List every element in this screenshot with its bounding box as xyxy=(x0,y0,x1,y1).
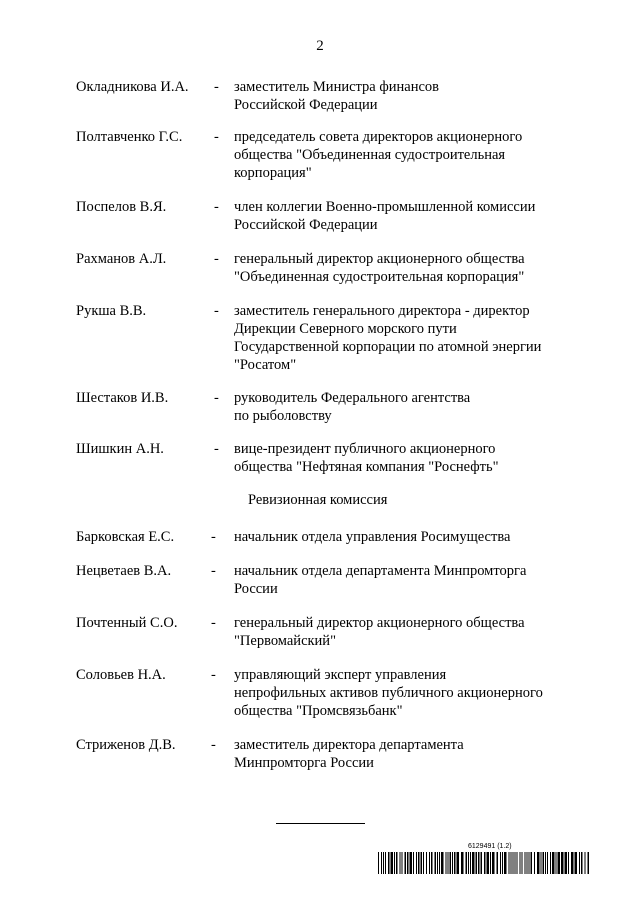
barcode-bar xyxy=(407,852,409,874)
role-line: общества "Нефтяная компания "Роснефть" xyxy=(234,459,499,475)
barcode-bar xyxy=(421,852,423,874)
barcode-bar xyxy=(487,852,490,874)
member-role xyxy=(234,198,584,234)
barcode-bar xyxy=(470,852,471,874)
role-line: "Объединенная судостроительная корпорация" xyxy=(234,269,525,285)
barcode-bar xyxy=(520,852,521,874)
page-number: 2 xyxy=(316,38,324,54)
section-title-audit-commission: Ревизионная комиссия xyxy=(248,492,388,508)
barcode-bar xyxy=(565,852,568,874)
role-line: общества "Объединенная судостроительная xyxy=(234,147,506,163)
barcode-bar xyxy=(561,852,564,874)
barcode-bar xyxy=(484,852,486,874)
role-line: начальник отдела управления Росимущества xyxy=(234,529,511,545)
member-name: Рукша В.В. xyxy=(76,303,147,319)
barcode-bar xyxy=(541,852,542,874)
barcode-bar xyxy=(416,852,417,874)
role-line: России xyxy=(234,581,278,597)
barcode-bar xyxy=(579,852,580,874)
member-role xyxy=(234,562,584,598)
barcode-bar xyxy=(450,852,452,874)
role-line: заместитель генерального директора - директор xyxy=(234,303,530,319)
barcode-bar xyxy=(405,852,407,874)
barcode-bar xyxy=(527,852,528,874)
member-name: Поспелов В.Я. xyxy=(76,199,167,215)
member-dash: - xyxy=(214,441,219,457)
barcode-bar xyxy=(581,852,583,874)
barcode-bar xyxy=(511,852,512,874)
barcode-bar xyxy=(525,852,526,874)
barcode-bar xyxy=(531,852,533,874)
member-dash: - xyxy=(214,129,219,145)
role-line: по рыболовству xyxy=(234,408,332,424)
member-name: Рахманов А.Л. xyxy=(76,251,167,267)
role-line: непрофильных активов публичного акционерного xyxy=(234,685,543,701)
barcode-bar xyxy=(502,852,503,874)
barcode-bar xyxy=(472,852,475,874)
role-line: Минпромторга России xyxy=(234,755,374,771)
member-name: Полтавченко Г.С. xyxy=(76,129,183,145)
role-line: генеральный директор акционерного общества xyxy=(234,615,525,631)
role-line: член коллегии Военно-промышленной комиссии xyxy=(234,199,536,215)
member-name: Окладникова И.А. xyxy=(76,79,189,95)
barcode-bar xyxy=(478,852,480,874)
barcode-bar xyxy=(509,852,510,874)
barcode-bar xyxy=(381,852,382,874)
role-line: "Первомайский" xyxy=(234,633,336,649)
barcode-icon xyxy=(378,852,590,874)
barcode-bar xyxy=(500,852,501,874)
barcode-bar xyxy=(529,852,530,874)
barcode-bar xyxy=(537,852,540,874)
barcode-bar xyxy=(492,852,495,874)
barcode-bar xyxy=(441,852,444,874)
barcode-bar xyxy=(426,852,427,874)
barcode-bar xyxy=(429,852,430,874)
barcode-bar xyxy=(446,852,447,874)
barcode-bar xyxy=(452,852,453,874)
member-dash: - xyxy=(211,563,216,579)
barcode-bar xyxy=(466,852,468,874)
barcode-bar xyxy=(418,852,420,874)
barcode-bar xyxy=(543,852,545,874)
barcode-bar xyxy=(448,852,449,874)
member-role xyxy=(234,528,584,546)
barcode-bar xyxy=(517,852,518,874)
barcode-bar xyxy=(461,852,464,874)
barcode-bar xyxy=(497,852,499,874)
member-role xyxy=(234,302,584,374)
barcode-bar xyxy=(490,852,491,874)
barcode-bar xyxy=(575,852,578,874)
member-dash: - xyxy=(211,529,216,545)
member-name: Шестаков И.В. xyxy=(76,390,169,406)
barcode-bar xyxy=(550,852,551,874)
member-role xyxy=(234,389,584,425)
barcode-bar xyxy=(547,852,548,874)
barcode-bar xyxy=(534,852,535,874)
role-line: заместитель директора департамента xyxy=(234,737,464,753)
barcode-bar xyxy=(515,852,516,874)
footer-divider xyxy=(276,823,365,824)
barcode-bar xyxy=(585,852,586,874)
member-role xyxy=(234,666,584,720)
role-line: руководитель Федерального агентства xyxy=(234,390,471,406)
member-role xyxy=(234,614,584,650)
member-role xyxy=(234,78,584,114)
barcode-bar xyxy=(385,852,386,874)
member-dash: - xyxy=(211,737,216,753)
barcode-bar xyxy=(513,852,514,874)
member-dash: - xyxy=(214,79,219,95)
barcode-bar xyxy=(394,852,395,874)
barcode-bar xyxy=(383,852,384,874)
role-line: начальник отдела департамента Минпромторга xyxy=(234,563,527,579)
barcode-bar xyxy=(556,852,557,874)
role-line: общества "Промсвязьбанк" xyxy=(234,703,403,719)
barcode-bar xyxy=(388,852,390,874)
barcode-bar xyxy=(504,852,507,874)
barcode-bar xyxy=(552,852,555,874)
role-line: Дирекции Северного морского пути xyxy=(234,321,457,337)
role-line: Российской Федерации xyxy=(234,217,378,233)
barcode-bar xyxy=(396,852,398,874)
barcode-bar xyxy=(402,852,403,874)
member-name: Барковская Е.С. xyxy=(76,529,175,545)
barcode-bar xyxy=(391,852,394,874)
barcode-bar xyxy=(558,852,561,874)
barcode-bar xyxy=(588,852,590,874)
barcode-bar xyxy=(571,852,574,874)
member-dash: - xyxy=(211,615,216,631)
barcode-bar xyxy=(476,852,478,874)
barcode-bar xyxy=(413,852,414,874)
member-dash: - xyxy=(214,251,219,267)
member-dash: - xyxy=(211,667,216,683)
role-line: заместитель Министра финансов xyxy=(234,79,439,95)
document-code: 6129491 (1.2) xyxy=(468,843,512,850)
role-line: корпорация" xyxy=(234,165,312,181)
role-line: управляющий эксперт управления xyxy=(234,667,447,683)
role-line: Российской Федерации xyxy=(234,97,378,113)
member-role xyxy=(234,440,584,476)
role-line: вице-президент публичного акционерного xyxy=(234,441,496,457)
role-line: генеральный директор акционерного общества xyxy=(234,251,525,267)
barcode-bar xyxy=(423,852,424,874)
member-name: Шишкин А.Н. xyxy=(76,441,164,457)
member-role xyxy=(234,250,584,286)
barcode-bar xyxy=(431,852,433,874)
member-dash: - xyxy=(214,303,219,319)
member-dash: - xyxy=(214,199,219,215)
barcode-bar xyxy=(454,852,456,874)
member-dash: - xyxy=(214,390,219,406)
barcode-bar xyxy=(400,852,401,874)
barcode-bar xyxy=(410,852,413,874)
barcode-bar xyxy=(435,852,437,874)
barcode-bar xyxy=(439,852,440,874)
member-role xyxy=(234,128,584,182)
barcode-bar xyxy=(378,852,379,874)
barcode-bar xyxy=(437,852,438,874)
barcode-bar xyxy=(568,852,569,874)
barcode-bar xyxy=(468,852,469,874)
barcode-bar xyxy=(522,852,523,874)
barcode-bar xyxy=(481,852,483,874)
member-name: Почтенный С.О. xyxy=(76,615,178,631)
role-line: "Росатом" xyxy=(234,357,297,373)
member-name: Стриженов Д.В. xyxy=(76,737,176,753)
member-name: Нецветаев В.А. xyxy=(76,563,172,579)
member-role xyxy=(234,736,584,772)
member-name: Соловьев Н.А. xyxy=(76,667,166,683)
role-line: председатель совета директоров акционерного xyxy=(234,129,523,145)
role-line: Государственной корпорации по атомной энергии xyxy=(234,339,542,355)
barcode-bar xyxy=(545,852,546,874)
barcode-bar xyxy=(457,852,460,874)
